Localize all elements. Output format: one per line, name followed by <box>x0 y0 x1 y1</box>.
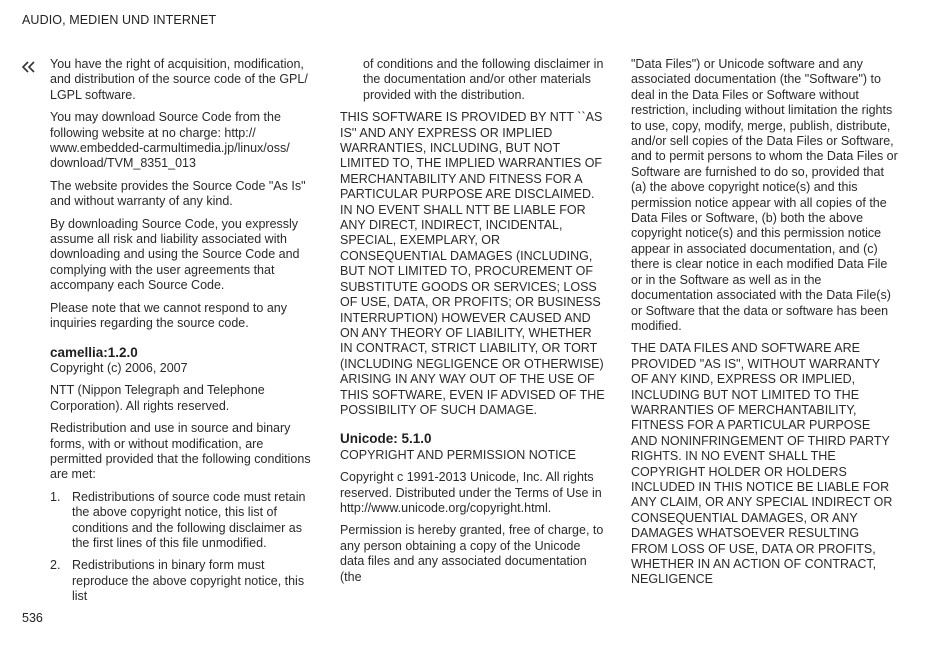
column-2 <box>340 57 605 592</box>
list-item <box>50 558 315 604</box>
paragraph: Please note that we cannot respond to any inquiries regarding the source code. <box>50 300 287 331</box>
list-item <box>50 490 315 552</box>
column-3 <box>631 57 899 595</box>
paragraph: You have the right of acquisition, modification, and distribution of the source code of the GPL/ LGPL software. <box>50 57 308 102</box>
list-text: Redistributions in binary form must reproduce the above copyright notice, this list <box>72 558 305 604</box>
copyright-line: Copyright (c) 2006, 2007 <box>50 360 188 375</box>
section-heading: camellia:1.2.0 <box>50 344 138 360</box>
list-number: 1. <box>50 489 61 504</box>
paragraph: The website provides the Source Code "As Is" and without warranty of any kind. <box>50 178 306 209</box>
paragraph: You may download Source Code from the following website at no charge: http:// www.embedded-carmultimedia.jp/linux/oss/ download/TVM_8351_013 <box>50 110 290 171</box>
subheading: COPYRIGHT AND PERMISSION NOTICE <box>340 447 576 462</box>
list-text: Redistributions of source code must retain the above copyright notice, this list of conditions and the following disclaimer as the first lines of this file unmodified. <box>72 489 306 550</box>
double-chevron-left-icon[interactable] <box>21 60 37 72</box>
paragraph: Copyright c 1991-2013 Unicode, Inc. All rights reserved. Distributed under the Terms of Use in http://www.unicode.org/copyright.html. <box>340 470 602 515</box>
paragraph: By downloading Source Code, you expressly assume all risk and liability associated with downloading and using the Source Code and complying with the user agreements that accompany each Source Code. <box>50 216 300 293</box>
paragraph: Redistribution and use in source and binary forms, with or without modification, are permitted provided that the following conditions are met: <box>50 421 311 482</box>
paragraph: THIS SOFTWARE IS PROVIDED BY NTT ``AS IS'' AND ANY EXPRESS OR IMPLIED WARRANTIES, INCLUDING, BUT NOT LIMITED TO, THE IMPLIED WARRANTIES OF MERCHANTABILITY AND FITNESS FOR A PARTICULAR PURPOSE ARE DISCLAIMED. IN NO EVENT SHALL NTT BE LIABLE FOR ANY DIRECT, INDIRECT, INCIDENTAL, SPECIAL, EXEMPLARY, OR CONSEQUENTIAL DAMAGES (INCLUDING, BUT NOT LIMITED TO, PROCUREMENT OF SUBSTITUTE GOODS OR SERVICES; LOSS OF USE, DATA, OR PROFITS; OR BUSINESS INTERRUPTION) HOWEVER CAUSED AND ON ANY THEORY OF LIABILITY, WHETHER IN CONTRACT, STRICT LIABILITY, OR TORT (INCLUDING NEGLIGENCE OR OTHERWISE) ARISING IN ANY WAY OUT OF THE USE OF THIS SOFTWARE, EVEN IF ADVISED OF THE POSSIBILITY OF SUCH DAMAGE. <box>340 110 605 417</box>
paragraph: Permission is hereby granted, free of charge, to any person obtaining a copy of the Unicode data files and any associated documentation (the <box>340 523 604 584</box>
page-header: AUDIO, MEDIEN UND INTERNET <box>22 13 217 27</box>
section-heading: Unicode: 5.1.0 <box>340 431 432 447</box>
column-1 <box>50 57 315 612</box>
paragraph: NTT (Nippon Telegraph and Telephone Corporation). All rights reserved. <box>50 383 265 413</box>
list-continuation: of conditions and the following disclaimer in the documentation and/or other materials provided with the distribution. <box>363 57 604 102</box>
page-number: 536 <box>22 611 43 625</box>
paragraph: THE DATA FILES AND SOFTWARE ARE PROVIDED "AS IS", WITHOUT WARRANTY OF ANY KIND, EXPRESS OR IMPLIED, INCLUDING BUT NOT LIMITED TO THE WARRANTIES OF MERCHANTABILITY, FITNESS FOR A PARTICULAR PURPOSE AND NONINFRINGEMENT OF THIRD PARTY RIGHTS. IN NO EVENT SHALL THE COPYRIGHT HOLDER OR HOLDERS INCLUDED IN THIS NOTICE BE LIABLE FOR ANY CLAIM, OR ANY SPECIAL INDIRECT OR CONSEQUENTIAL DAMAGES, OR ANY DAMAGES WHATSOEVER RESULTING FROM LOSS OF USE, DATA OR PROFITS, WHETHER IN AN ACTION OF CONTRACT, NEGLIGENCE <box>631 341 893 587</box>
list-number: 2. <box>50 558 61 573</box>
paragraph: "Data Files") or Unicode software and any associated documentation (the "Software") to deal in the Data Files or Software without restriction, including without limitation the rights to use, copy, modify, merge, publish, distribute, and/or sell copies of the Data Files or Software, and to permit persons to whom the Data Files or Software are furnished to do so, provided that (a) the above copyright notice(s) and this permission notice appear with all copies of the Data Files or Software, (b) both the above copyright notice(s) and this permission notice appear in associated documentation, and (c) there is clear notice in each modified Data File or in the Software as well as in the documentation associated with the Data File(s) or Software that the data or software has been modified. <box>631 57 898 333</box>
